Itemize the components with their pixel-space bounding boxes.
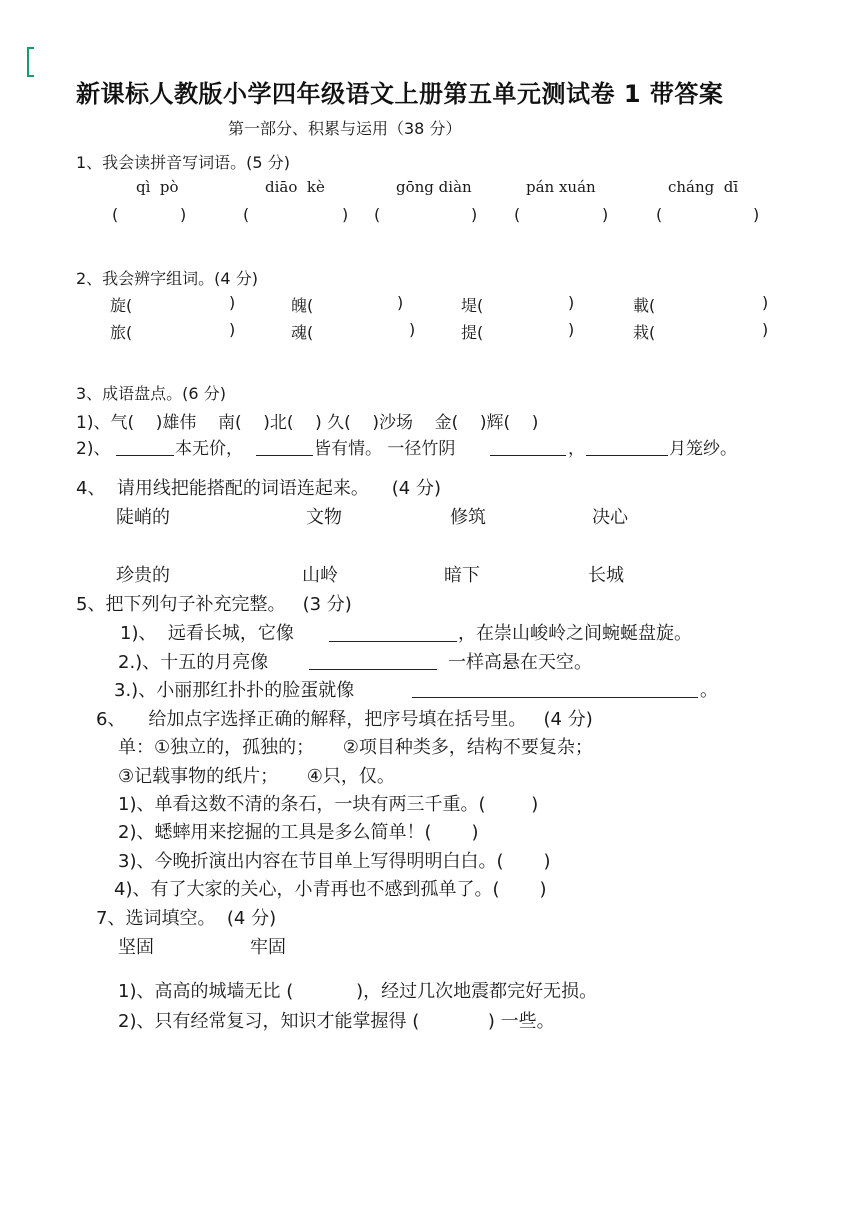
q4-top-3: 修筑 <box>450 507 486 528</box>
q1-blank-3-open: ( <box>374 205 381 224</box>
q6-item-1: 1)、单看这数不清的条石，一块有两三千重。( ) <box>118 794 539 815</box>
q3-line-1: 1)、气( )雄伟 南( )北( ) 久( )沙场 金( )辉( ) <box>76 413 539 433</box>
q7-word-2: 牢固 <box>250 937 286 958</box>
q2-r1-c4-close: ) <box>762 293 769 312</box>
q2-r1-c1-close: ) <box>229 293 236 312</box>
q4-bottom-4: 长城 <box>588 565 624 586</box>
q1-blank-2-open: ( <box>243 205 250 224</box>
q7-heading: 7、选词填空。 (4 分) <box>96 908 277 929</box>
q3-line-2-part-d: ， <box>568 439 585 459</box>
q4-bottom-2: 山岭 <box>302 565 338 586</box>
q5-sentence-1-end: ，在崇山峻岭之间蜿蜒盘旋。 <box>458 623 692 644</box>
q7-sentence-1: 1)、高高的城墙无比 ( )，经过几次地震都完好无损。 <box>118 981 598 1002</box>
q2-heading: 2、我会辨字组词。(4 分) <box>76 269 258 288</box>
q2-r1-c2-close: ) <box>397 293 404 312</box>
q3-line-2-part-b: 本无价， <box>175 439 243 459</box>
q4-top-1: 陡峭的 <box>116 507 170 528</box>
q2-r1-c3: 堤( <box>461 296 484 315</box>
q2-r1-c2: 魄( <box>291 296 314 315</box>
q1-blank-3-close: ) <box>471 205 478 224</box>
q3-heading: 3、成语盘点。(6 分) <box>76 384 226 403</box>
q5-sentence-3-start: 3.)、小丽那红扑扑的脸蛋就像 <box>114 680 355 701</box>
q3-line-2-part-c: 皆有情。 一径竹阴 <box>314 439 456 459</box>
q5-blank-2[interactable] <box>309 669 437 670</box>
q2-r2-c3-close: ) <box>568 320 575 339</box>
q3-line-2-part-e: 月笼纱。 <box>669 439 737 459</box>
q5-blank-3[interactable] <box>412 697 698 698</box>
q3-blank-2[interactable] <box>256 455 313 456</box>
q2-r1-c3-close: ) <box>568 293 575 312</box>
q1-pinyin-3: gōng diàn <box>396 178 472 196</box>
q1-pinyin-2: diāo kè <box>265 178 325 196</box>
q5-heading: 5、把下列句子补充完整。 (3 分) <box>76 594 352 615</box>
q6-definitions-2: ③记载事物的纸片； ④只，仅。 <box>118 766 395 787</box>
q1-pinyin-5: cháng dī <box>668 178 739 196</box>
q2-r2-c1: 旅( <box>110 323 133 342</box>
q4-heading: 4、 请用线把能搭配的词语连起来。 (4 分) <box>76 478 441 499</box>
q5-sentence-2-end: 一样高悬在天空。 <box>448 652 592 673</box>
q6-item-3: 3)、今晚折演出内容在节目单上写得明明白白。( ) <box>118 851 551 872</box>
q2-r2-c1-close: ) <box>229 320 236 339</box>
q1-blank-4-close: ) <box>602 205 609 224</box>
part-heading: 第一部分、积累与运用（38 分） <box>228 119 462 138</box>
q3-line-2-prefix: 2)、 <box>76 439 111 459</box>
q1-pinyin-4: pán xuán <box>526 178 596 196</box>
q5-sentence-3-end: 。 <box>700 680 718 701</box>
q4-bottom-3: 暗下 <box>444 565 480 586</box>
q5-sentence-1-start: 1)、 远看长城，它像 <box>120 623 294 644</box>
q5-blank-1[interactable] <box>329 641 457 642</box>
page-title: 新课标人教版小学四年级语文上册第五单元测试卷 1 带答案 <box>76 80 724 108</box>
q1-pinyin-1: qì pò <box>136 178 179 196</box>
q3-blank-4[interactable] <box>586 455 668 456</box>
q2-r1-c4: 載( <box>633 296 656 315</box>
q1-blank-5-close: ) <box>753 205 760 224</box>
q6-heading: 6、 给加点字选择正确的解释，把序号填在括号里。 (4 分) <box>96 709 593 730</box>
q6-definitions-1: 单：①独立的，孤独的； ②项目种类多，结构不要复杂； <box>118 737 593 758</box>
q1-blank-5-open: ( <box>656 205 663 224</box>
q6-item-2: 2)、蟋蟀用来挖掘的工具是多么简单！( ) <box>118 822 479 843</box>
q2-r2-c4: 栽( <box>633 323 656 342</box>
corner-mark-icon <box>27 47 34 77</box>
q2-r2-c3: 提( <box>461 323 484 342</box>
q2-r2-c2: 魂( <box>291 323 314 342</box>
q1-blank-4-open: ( <box>514 205 521 224</box>
q2-r1-c1: 旋( <box>110 296 133 315</box>
q3-blank-1[interactable] <box>116 455 174 456</box>
q1-blank-2-close: ) <box>342 205 349 224</box>
q2-r2-c2-close: ) <box>409 320 416 339</box>
q2-r2-c4-close: ) <box>762 320 769 339</box>
q3-blank-3[interactable] <box>490 455 566 456</box>
q4-top-4: 决心 <box>592 507 628 528</box>
q4-bottom-1: 珍贵的 <box>116 565 170 586</box>
q1-heading: 1、我会读拼音写词语。(5 分) <box>76 153 290 172</box>
q1-blank-1-open: ( <box>112 205 119 224</box>
q7-sentence-2: 2)、只有经常复习，知识才能掌握得 ( ) 一些。 <box>118 1011 555 1032</box>
q5-sentence-2-start: 2.)、十五的月亮像 <box>118 652 269 673</box>
q7-word-1: 坚固 <box>118 937 154 958</box>
q4-top-2: 文物 <box>306 507 342 528</box>
q6-item-4: 4)、有了大家的关心，小青再也不感到孤单了。( ) <box>114 879 547 900</box>
q1-blank-1-close: ) <box>180 205 187 224</box>
